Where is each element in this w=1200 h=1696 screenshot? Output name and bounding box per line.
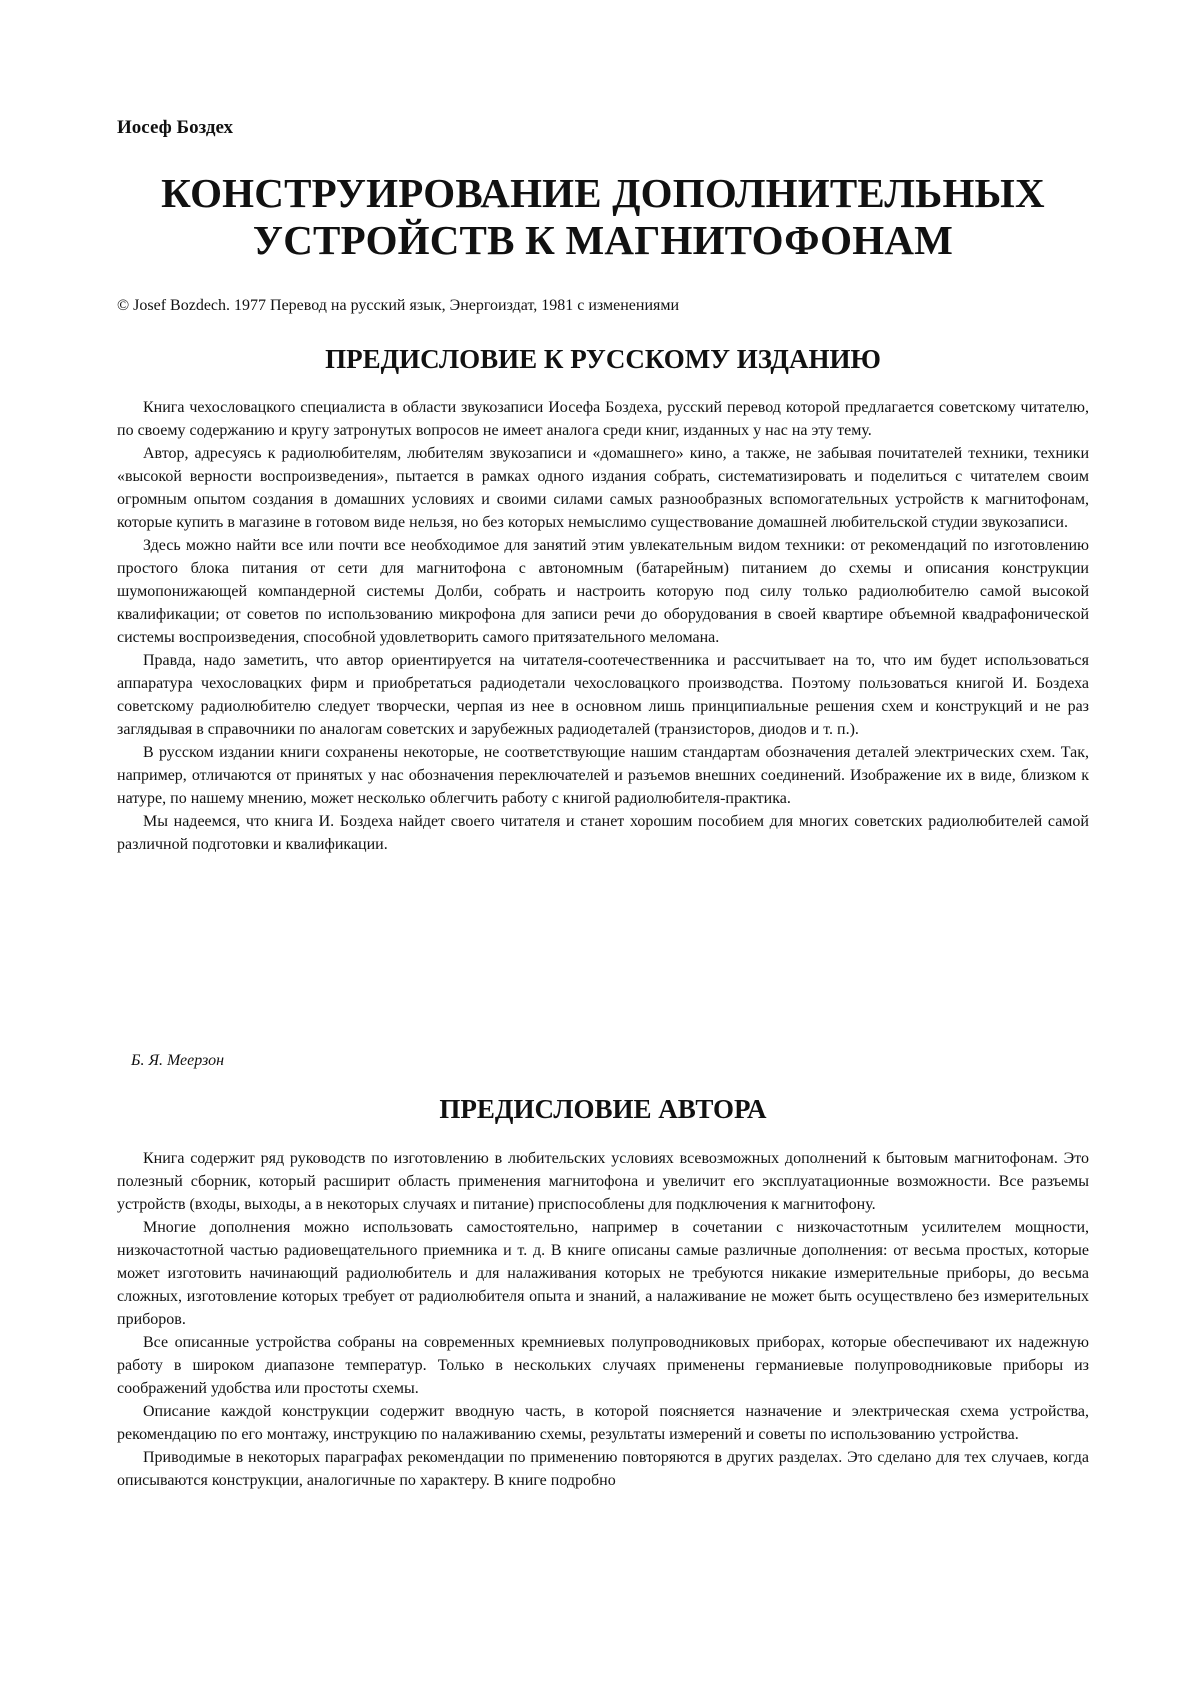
paragraph: Книга содержит ряд руководств по изготовлению в любительских условиях всевозможных дополнений к бытовым магнитофонам. Это полезный сборник, который расширит область применения магнитофона и увеличит его эксплуатационные возможности. Все разъемы устройств (входы, выходы, а в некоторых случаях и питание) приспособлены для подключения к магнитофону. [117, 1147, 1089, 1216]
russian-preface-heading: ПРЕДИСЛОВИЕ К РУССКОМУ ИЗДАНИЮ [117, 343, 1089, 375]
author-name: Иосеф Боздех [117, 116, 233, 140]
paragraph: Приводимые в некоторых параграфах рекомендации по применению повторяются в других разделах. Это сделано для тех случаев, когда описываются конструкции, аналогичные по характеру. В книге подробно [117, 1446, 1089, 1492]
copyright-line: © Josef Bozdech. 1977 Перевод на русский язык, Энергоиздат, 1981 с изменениями [117, 296, 679, 316]
paragraph: Книга чехословацкого специалиста в области звукозаписи Иосефа Боздеха, русский перевод которой предлагается советскому читателю, по своему содержанию и кругу затронутых вопросов не имеет аналога среди книг, изданных у нас на эту тему. [117, 396, 1089, 442]
paragraph: Автор, адресуясь к радиолюбителям, любителям звукозаписи и «домашнего» кино, а также, не забывая почитателей техники, техники «высокой верности воспроизведения», пытается в рамках одного издания собрать, систематизировать и поделиться с читателем своим огромным опытом создания в домашних условиях и своими силами самых разнообразных вспомогательных устройств к магнитофонам, которые купить в магазине в готовом виде нельзя, но без которых немыслимо существование домашней любительской студии звукозаписи. [117, 442, 1089, 534]
paragraph: Описание каждой конструкции содержит вводную часть, в которой поясняется назначение и электрическая схема устройства, рекомендацию по его монтажу, инструкцию по налаживанию схемы, результаты измерений и советы по использованию устройства. [117, 1400, 1089, 1446]
paragraph: Мы надеемся, что книга И. Боздеха найдет своего читателя и станет хорошим пособием для многих советских радиолюбителей самой различной подготовки и квалификации. [117, 810, 1089, 856]
paragraph: В русском издании книги сохранены некоторые, не соответствующие нашим стандартам обозначения деталей электрических схем. Так, например, отличаются от принятых у нас обозначения переключателей и разъемов внешних соединений. Изображение их в виде, близком к натуре, по нашему мнению, может несколько облегчить работу с книгой радиолюбителя-практика. [117, 741, 1089, 810]
book-title-line-2: УСТРОЙСТВ К МАГНИТОФОНАМ [253, 217, 953, 263]
paragraph: Многие дополнения можно использовать самостоятельно, например в сочетании с низкочастотным усилителем мощности, низкочастотной частью радиовещательного приемника и т. д. В книге описаны самые различные дополнения: от весьма простых, которые может изготовить начинающий радиолюбитель и для налаживания которых не требуются никакие измерительные приборы, до весьма сложных, изготовление которых требует от радиолюбителя опыта и знаний, а налаживание не может быть осуществлено без измерительных приборов. [117, 1216, 1089, 1331]
paragraph: Правда, надо заметить, что автор ориентируется на читателя-соотечественника и рассчитывает на то, что им будет использоваться аппаратура чехословацких фирм и приобретаться радиодетали чехословацкого производства. Поэтому пользоваться книгой И. Боздеха советскому радиолюбителю следует творчески, черпая из нее в основном лишь принципиальные решения схем и конструкций и не раз заглядывая в справочники по аналогам советских и зарубежных радиодеталей (транзисторов, диодов и т. п.). [117, 649, 1089, 741]
author-preface-heading: ПРЕДИСЛОВИЕ АВТОРА [117, 1093, 1089, 1125]
book-title-line-1: КОНСТРУИРОВАНИЕ ДОПОЛНИТЕЛЬНЫХ [161, 170, 1045, 216]
author-preface-body [117, 1147, 1089, 1492]
preface-signature: Б. Я. Меерзон [131, 1051, 224, 1071]
book-title [117, 170, 1089, 264]
paragraph: Здесь можно найти все или почти все необходимое для занятий этим увлекательным видом техники: от рекомендаций по изготовлению простого блока питания от сети для магнитофона с автономным (батарейным) питанием до схемы и описания конструкции шумопонижающей компандерной системы Долби, собрать и настроить которую под силу только радиолюбителю самой высокой квалификации; от советов по использованию микрофона для записи речи до оборудования в своей квартире объемной квадрафонической системы воспроизведения, способной удовлетворить самого притязательного меломана. [117, 534, 1089, 649]
russian-preface-body [117, 396, 1089, 856]
paragraph: Все описанные устройства собраны на современных кремниевых полупроводниковых приборах, которые обеспечивают их надежную работу в широком диапазоне температур. Только в нескольких случаях применены германиевые полупроводниковые приборы из соображений удобства или простоты схемы. [117, 1331, 1089, 1400]
